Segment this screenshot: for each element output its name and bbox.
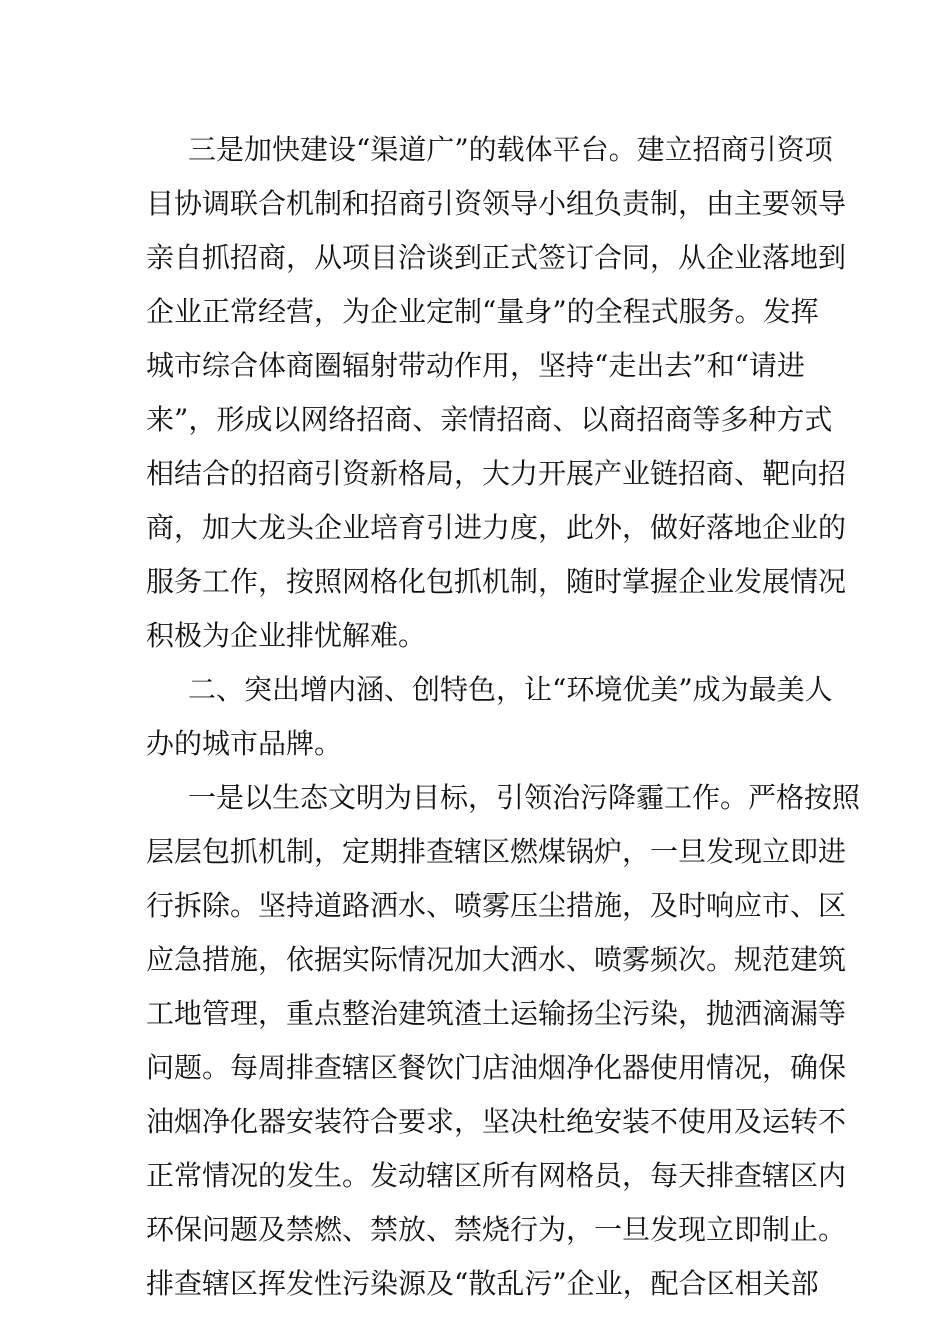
paragraph-4-line-4: 应急措施，依据实际情况加大洒水、喷雾频次。规范建筑 bbox=[146, 943, 847, 976]
paragraph-3-line-4: 企业正常经营，为企业定制“量身”的全程式服务。发挥 bbox=[146, 295, 819, 328]
paragraph-4-line-1: 一是以生态文明为目标，引领治污降霾工作。严格按照 bbox=[188, 781, 861, 814]
paragraph-4-line-5: 工地管理，重点整治建筑渣土运输扬尘污染，抛洒滴漏等 bbox=[146, 997, 847, 1030]
paragraph-3-line-3: 亲自抓招商，从项目洽谈到正式签订合同，从企业落地到 bbox=[146, 241, 847, 274]
paragraph-4-line-9: 环保问题及禁燃、禁放、禁烧行为，一旦发现立即制止。 bbox=[146, 1213, 847, 1246]
paragraph-3-line-9: 服务工作，按照网格化包抓机制，随时掌握企业发展情况 bbox=[146, 565, 847, 598]
paragraph-3-line-1: 三是加快建设“渠道广”的载体平台。建立招商引资项 bbox=[188, 133, 833, 166]
paragraph-4-line-10: 排查辖区挥发性污染源及“散乱污”企业，配合区相关部 bbox=[146, 1267, 819, 1300]
paragraph-4-line-2: 层层包抓机制，定期排查辖区燃煤锅炉，一旦发现立即进 bbox=[146, 835, 847, 868]
paragraph-4-line-8: 正常情况的发生。发动辖区所有网格员，每天排查辖区内 bbox=[146, 1159, 847, 1192]
paragraph-3-line-2: 目协调联合机制和招商引资领导小组负责制，由主要领导 bbox=[146, 187, 847, 220]
paragraph-3-line-10: 积极为企业排忧解难。 bbox=[146, 619, 427, 652]
paragraph-4-line-6: 问题。每周排查辖区餐饮门店油烟净化器使用情况，确保 bbox=[146, 1051, 847, 1084]
paragraph-3-line-5: 城市综合体商圈辐射带动作用，坚持“走出去”和“请进 bbox=[146, 349, 805, 382]
paragraph-3-line-6: 来”，形成以网络招商、亲情招商、以商招商等多种方式 bbox=[146, 403, 833, 436]
paragraph-4-line-7: 油烟净化器安装符合要求，坚决杜绝安装不使用及运转不 bbox=[146, 1105, 847, 1138]
paragraph-3-line-8: 商，加大龙头企业培育引进力度，此外，做好落地企业的 bbox=[146, 511, 847, 544]
paragraph-4-line-3: 行拆除。坚持道路洒水、喷雾压尘措施，及时响应市、区 bbox=[146, 889, 847, 922]
section-heading-2-line-2: 办的城市品牌。 bbox=[146, 727, 343, 760]
paragraph-3-line-7: 相结合的招商引资新格局，大力开展产业链招商、靶向招 bbox=[146, 457, 847, 490]
section-heading-2-line-1: 二、突出增内涵、创特色，让“环境优美”成为最美人 bbox=[188, 673, 833, 706]
